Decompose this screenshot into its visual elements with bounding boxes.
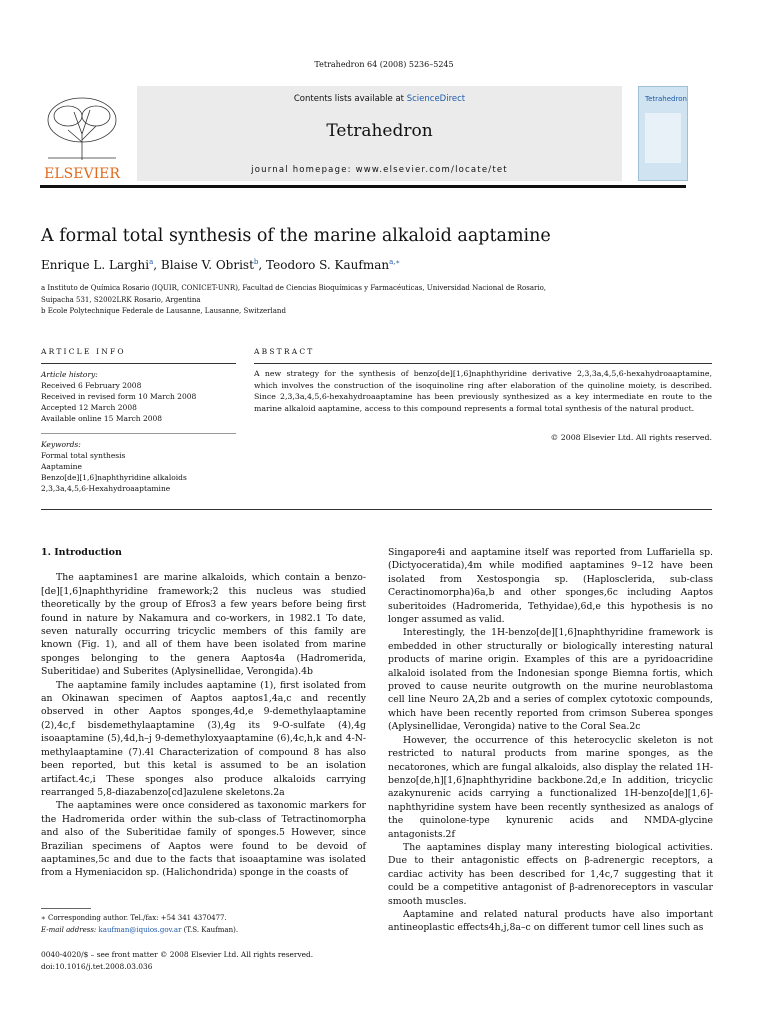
- body-paragraph: Singapore4i and aaptamine itself was reported from Luffariella sp. (Dictyoceratida),4m while modified aaptamines 9–12 have been isolated from Xestospongia sp. (Haplosclerida, sub-class Ceractinomorpha)6a,b and other sponges,6c including Aaptos suberitoides (Hadromerida, Tethyidae),6d,e this hypothesis is no longer assumed as valid.: [388, 547, 713, 626]
- footnote-email: [41, 925, 238, 936]
- body-paragraph: The aaptamines display many interesting biological activities. Due to their antagonistic effects on β-adrenergic receptors, a cardiac activity has been described for 1,4c,7 suggesting that it could be a competitive antagonist of β-adrenoreceptors in vascular smooth muscles.: [388, 841, 713, 907]
- affiliation: Suipacha 531, S2002LRK Rosario, Argentina: [41, 296, 201, 304]
- contents-prefix: Contents lists available at: [293, 94, 407, 104]
- article-info-heading: ARTICLE INFO: [41, 347, 126, 356]
- journal-homepage: journal homepage: www.elsevier.com/locate/tet: [251, 165, 508, 175]
- article-history: [41, 369, 221, 424]
- keyword: Aaptamine: [41, 462, 82, 471]
- email-label: E-mail address:: [41, 926, 97, 934]
- article-title: A formal total synthesis of the marine alkaloid aaptamine: [41, 226, 551, 246]
- sciencedirect-link[interactable]: ScienceDirect: [406, 94, 466, 104]
- body-paragraph: The aaptamine family includes aaptamine (1), first isolated from an Okinawan specimen of Aaptos aaptos1,4a,c and recently observed in other Aaptos sponges,4d,e 9-demethylaaptamine (2),4c,f bisdemethylaaptamine (3),4g its 9-O-sulfate (4),4g isoaaptamine (5),4d,h–j 9-demethyloxyaaptamine (6),4c,h,k and 4-N-methylaaptamine (7).4l Characterization of compound 8 has also been reported, but this ketal is assumed to be an isolation artifact.4c,i These sponges also produce alkaloids carrying rearranged 5,8-diazabenzo[cd]azulene skeletons.2a: [41, 679, 366, 798]
- doi-line[interactable]: doi:10.1016/j.tet.2008.03.036: [41, 962, 153, 971]
- email-suffix: (T.S. Kaufman).: [183, 926, 239, 934]
- author-name[interactable]: Teodoro S. Kaufman: [266, 258, 390, 272]
- history-item: Received 6 February 2008: [41, 381, 142, 390]
- footnote-corresponding: ∗ Corresponding author. Tel./fax: +54 341 4370477.: [41, 914, 227, 922]
- divider: [41, 509, 712, 510]
- author-name[interactable]: Enrique L. Larghi: [41, 258, 150, 272]
- history-item: Available online 15 March 2008: [41, 414, 163, 423]
- keywords: [41, 439, 221, 494]
- cover-title: Tetrahedron: [645, 95, 687, 103]
- journal-cover-image: [638, 86, 688, 181]
- journal-citation: Tetrahedron 64 (2008) 5236–5245: [314, 60, 454, 69]
- body-paragraph: Interestingly, the 1H-benzo[de][1,6]naphthyridine framework is embedded in other structurally or biologically interesting natural products of marine origin. Examples of this are a pyridoacridine alkaloid isolated from the Indonesian sponge Biemna fortis, which proved to cause neurite outgrowth on the murine neuroblastoma cell line Neuro 2A,2b and a series of complex cytotoxic compounds, which have been recently reported from crimson Suberea sponges (Aplysinellidae, Verongida) native to the Coral Sea.2c: [388, 627, 713, 733]
- affiliation: b Ecole Polytechnique Federale de Lausanne, Lausanne, Switzerland: [41, 307, 286, 315]
- email-link[interactable]: kaufman@iquios.gov.ar: [98, 926, 182, 934]
- keywords-label: Keywords:: [41, 440, 81, 449]
- footnote-rule: [41, 908, 91, 909]
- body-paragraph: The aaptamines were once considered as taxonomic markers for the Hadromerida order within the sub-class of Tetractinomorpha and also of the Suberitidae family of sponges.5 However, since Brazilian specimens of Aaptos were found to be devoid of aaptamines,5c and due to the facts that isoaaptamine was isolated from a Hymeniacidon sp. (Halichondrida) sponge in the coasts of: [41, 800, 366, 879]
- history-label: Article history:: [41, 370, 98, 379]
- journal-name: Tetrahedron: [326, 121, 433, 141]
- keyword: 2,3,3a,4,5,6-Hexahydroaaptamine: [41, 484, 171, 493]
- divider: [41, 363, 236, 364]
- keyword: Benzo[de][1,6]naphthyridine alkaloids: [41, 473, 187, 482]
- body-paragraph: However, the occurrence of this heterocyclic skeleton is not restricted to natural products from marine sponges, as the necatorones, which are fungal alkaloids, also display the related 1H-benzo[de,h][1,6]naphthyridine backbone.2d,e In addition, tricyclic azakynurenic acids carrying a functionalized 1H-benzo[de][1,6]-naphthyridine system have been recently synthesized as analogs of the quinolone-type kynurenic acids and NMDA-glycine antagonists.2f: [388, 734, 713, 840]
- author-list: Enrique L. Larghi$^a$, Blaise V. Obrist$^b$, Teodoro S. Kaufman$^{a,∗}$: [41, 258, 401, 272]
- elsevier-wordmark: ELSEVIER: [44, 166, 120, 182]
- body-paragraph: The aaptamines1 are marine alkaloids, which contain a benzo-[de][1,6]naphthyridine framework;2 this nucleus was studied theoretically by the group of Efros3 a few years before being first found in nature by Nakamura and co-workers, in 1982.1 To date, seven naturally occurring tricyclic members of this family are known (Fig. 1), and all of them have been isolated from marine sponges belonging to the genera Aaptos4a (Hadromerida, Suberitidae) and Suberites (Aplysinellidae, Verongida).4b: [41, 572, 366, 678]
- body-left-column: [41, 546, 366, 880]
- history-item: Accepted 12 March 2008: [41, 403, 137, 412]
- contents-available: [137, 94, 622, 104]
- history-item: Received in revised form 10 March 2008: [41, 392, 197, 401]
- body-right-column: [388, 546, 713, 935]
- divider: [41, 433, 236, 434]
- elsevier-logo: [38, 92, 126, 182]
- author-affiliation-mark: a: [149, 258, 154, 266]
- author-affiliation-mark: a,∗: [389, 258, 401, 266]
- affiliation: a Instituto de Química Rosario (IQUIR, CONICET-UNR), Facultad de Ciencias Bioquímicas y Farmacéuticas, Universidad Nacional de Rosario,: [41, 284, 547, 292]
- abstract-copyright: © 2008 Elsevier Ltd. All rights reserved.: [550, 433, 712, 442]
- header-rule: [40, 185, 686, 188]
- author-name[interactable]: Blaise V. Obrist: [160, 258, 254, 272]
- issn-line: 0040-4020/$ – see front matter © 2008 Elsevier Ltd. All rights reserved.: [41, 950, 314, 959]
- author-affiliation-mark: b: [253, 258, 259, 266]
- body-paragraph: Aaptamine and related natural products have also important antineoplastic effects4h,j,8a–c on different tumor cell lines such as: [388, 908, 713, 934]
- divider: [254, 363, 712, 364]
- abstract-text: A new strategy for the synthesis of benzo[de][1,6]naphthyridine derivative 2,3,3a,4,5,6-hexahydroaaptamine, which involves the construction of the isoquinoline ring after elaboration of the quinoline moiety, is described. Since 2,3,3a,4,5,6-hexahydroaaptamine has been previously synthesized as a key intermediate en route to the marine alkaloid aaptamine, access to this compound represents a formal total synthesis of the natural product.: [254, 369, 712, 413]
- abstract-heading: ABSTRACT: [254, 347, 315, 356]
- section-heading: 1. Introduction: [41, 547, 122, 558]
- keyword: Formal total synthesis: [41, 451, 126, 460]
